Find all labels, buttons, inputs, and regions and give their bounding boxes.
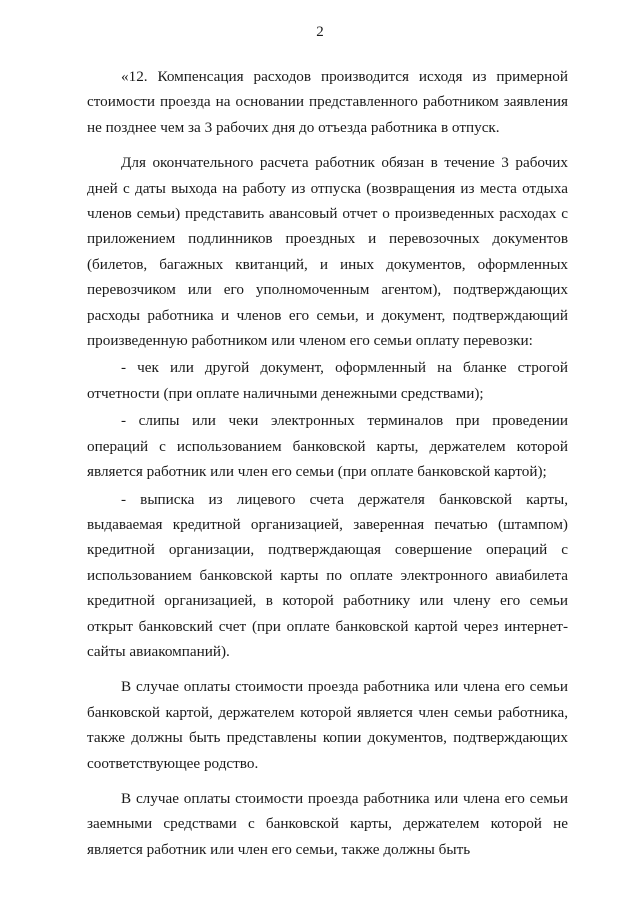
paragraph-borrowed-funds: В случае оплаты стоимости проезда работника или члена его семьи заемными средствами с банковской карты, держателем которой не является работник или член его семьи, также должны быть bbox=[87, 789, 568, 858]
list-item-bank-statement: - выписка из лицевого счета держателя банковской карты, выдаваемая кредитной организацией, заверенная печатью (штампом) кредитной организации, подтверждающая совершение операций с использованием банковской карты по оплате электронного авиабилета кредитной организацией, в которой работнику или члену его семьи открыт банковский счет (при оплате банковской картой через интернет-сайты авиакомпаний). bbox=[87, 490, 568, 660]
paragraph-compensation-clause: «12. Компенсация расходов производится исходя из примерной стоимости проезда на основании представленного работником заявления не позднее чем за 3 рабочих дня до отъезда работника в отпуск. bbox=[87, 68, 568, 136]
paragraph-family-card-payment: В случае оплаты стоимости проезда работника или члена его семьи банковской картой, держателем которой является член семьи работника, также должны быть представлены копии документов, подтверждающих соответствующее родство. bbox=[87, 678, 568, 772]
paragraph-final-settlement: Для окончательного расчета работник обязан в течение 3 рабочих дней с даты выхода на работу из отпуска (возвращения из места отдыха членов семьи) представить авансовый отчет о произведенных расходах с приложением подлинников проездных и перевозочных документов (билетов, багажных квитанций, и иных документов, оформленных перевозчиком или его уполномоченным агентом), подтверждающих расходы работника и членов его семьи, и документ, подтверждающий произведенную работником или членом его семьи оплату перевозки: bbox=[87, 154, 568, 350]
page-number: 2 bbox=[316, 24, 324, 40]
document-body bbox=[87, 64, 568, 862]
list-item-card-slips: - слипы или чеки электронных терминалов при проведении операций с использованием банковской карты, держателем которой является работник или член его семьи (при оплате банковской картой); bbox=[87, 412, 568, 481]
list-item-cash-receipt: - чек или другой документ, оформленный на бланке строгой отчетности (при оплате наличными денежными средствами); bbox=[87, 359, 568, 402]
